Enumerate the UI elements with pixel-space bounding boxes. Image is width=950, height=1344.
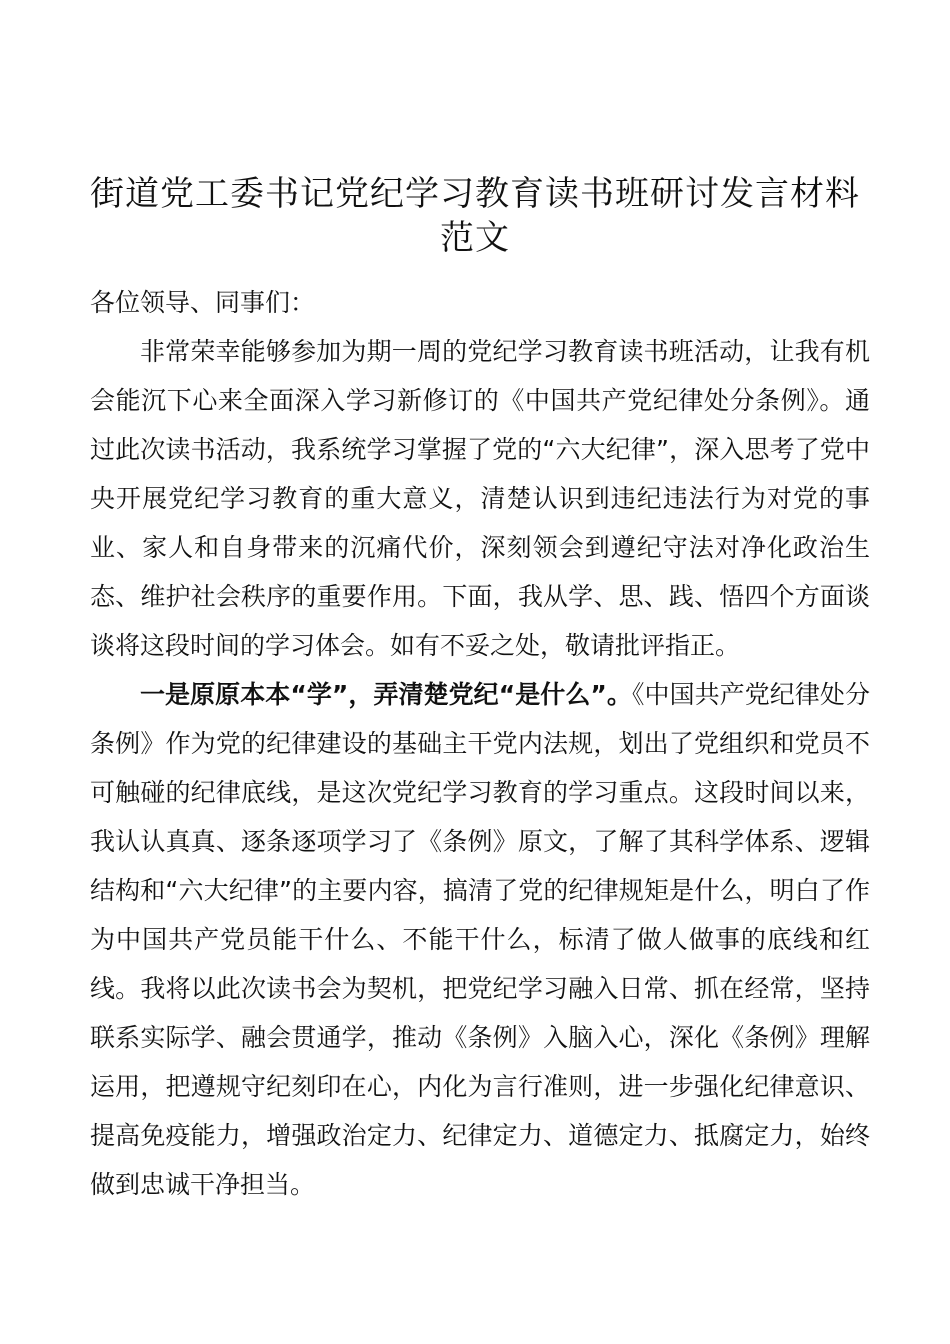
salutation: 各位领导、同事们： [90,288,316,317]
paragraph-intro [90,327,870,670]
paragraph-study [90,670,870,1209]
paragraph-study-text: 《中国共产党纪律处分条例》作为党的纪律建设的基础主干党内法规，划出了党组织和党员不可触碰的纪律底线，是这次党纪学习教育的学习重点。这段时间以来，我认认真真、逐条逐项学习了《条例》原文，了解了其科学体系、逻辑结构和“六大纪律”的主要内容，搞清了党的纪律规矩是什么，明白了作为中国共产党员能干什么、不能干什么，标清了做人做事的底线和红线。我将以此次读书会为契机，把党纪学习融入日常、抓在经常，坚持联系实际学、融会贯通学，推动《条例》入脑入心，深化《条例》理解运用，把遵规守纪刻印在心，内化为言行准则，进一步强化纪律意识、提高免疫能力，增强政治定力、纪律定力、道德定力、抵腐定力，始终做到忠诚干净担当。 [90,680,870,1199]
document-body [90,278,870,1209]
paragraph-intro-text: 非常荣幸能够参加为期一周的党纪学习教育读书班活动，让我有机会能沉下心来全面深入学习新修订的《中国共产党纪律处分条例》。通过此次读书活动，我系统学习掌握了党的“六大纪律”，深入思考了党中央开展党纪学习教育的重大意义，清楚认识到违纪违法行为对党的事业、家人和自身带来的沉痛代价，深刻领会到遵纪守法对净化政治生态、维护社会秩序的重要作用。下面，我从学、思、践、悟四个方面谈谈将这段时间的学习体会。如有不妥之处，敬请批评指正。 [90,337,870,660]
paragraph-study-lead: 一是原原本本“学”，弄清楚党纪“是什么”。 [140,680,632,709]
document-title: 街道党工委书记党纪学习教育读书班研讨发言材料范文 [90,174,860,258]
